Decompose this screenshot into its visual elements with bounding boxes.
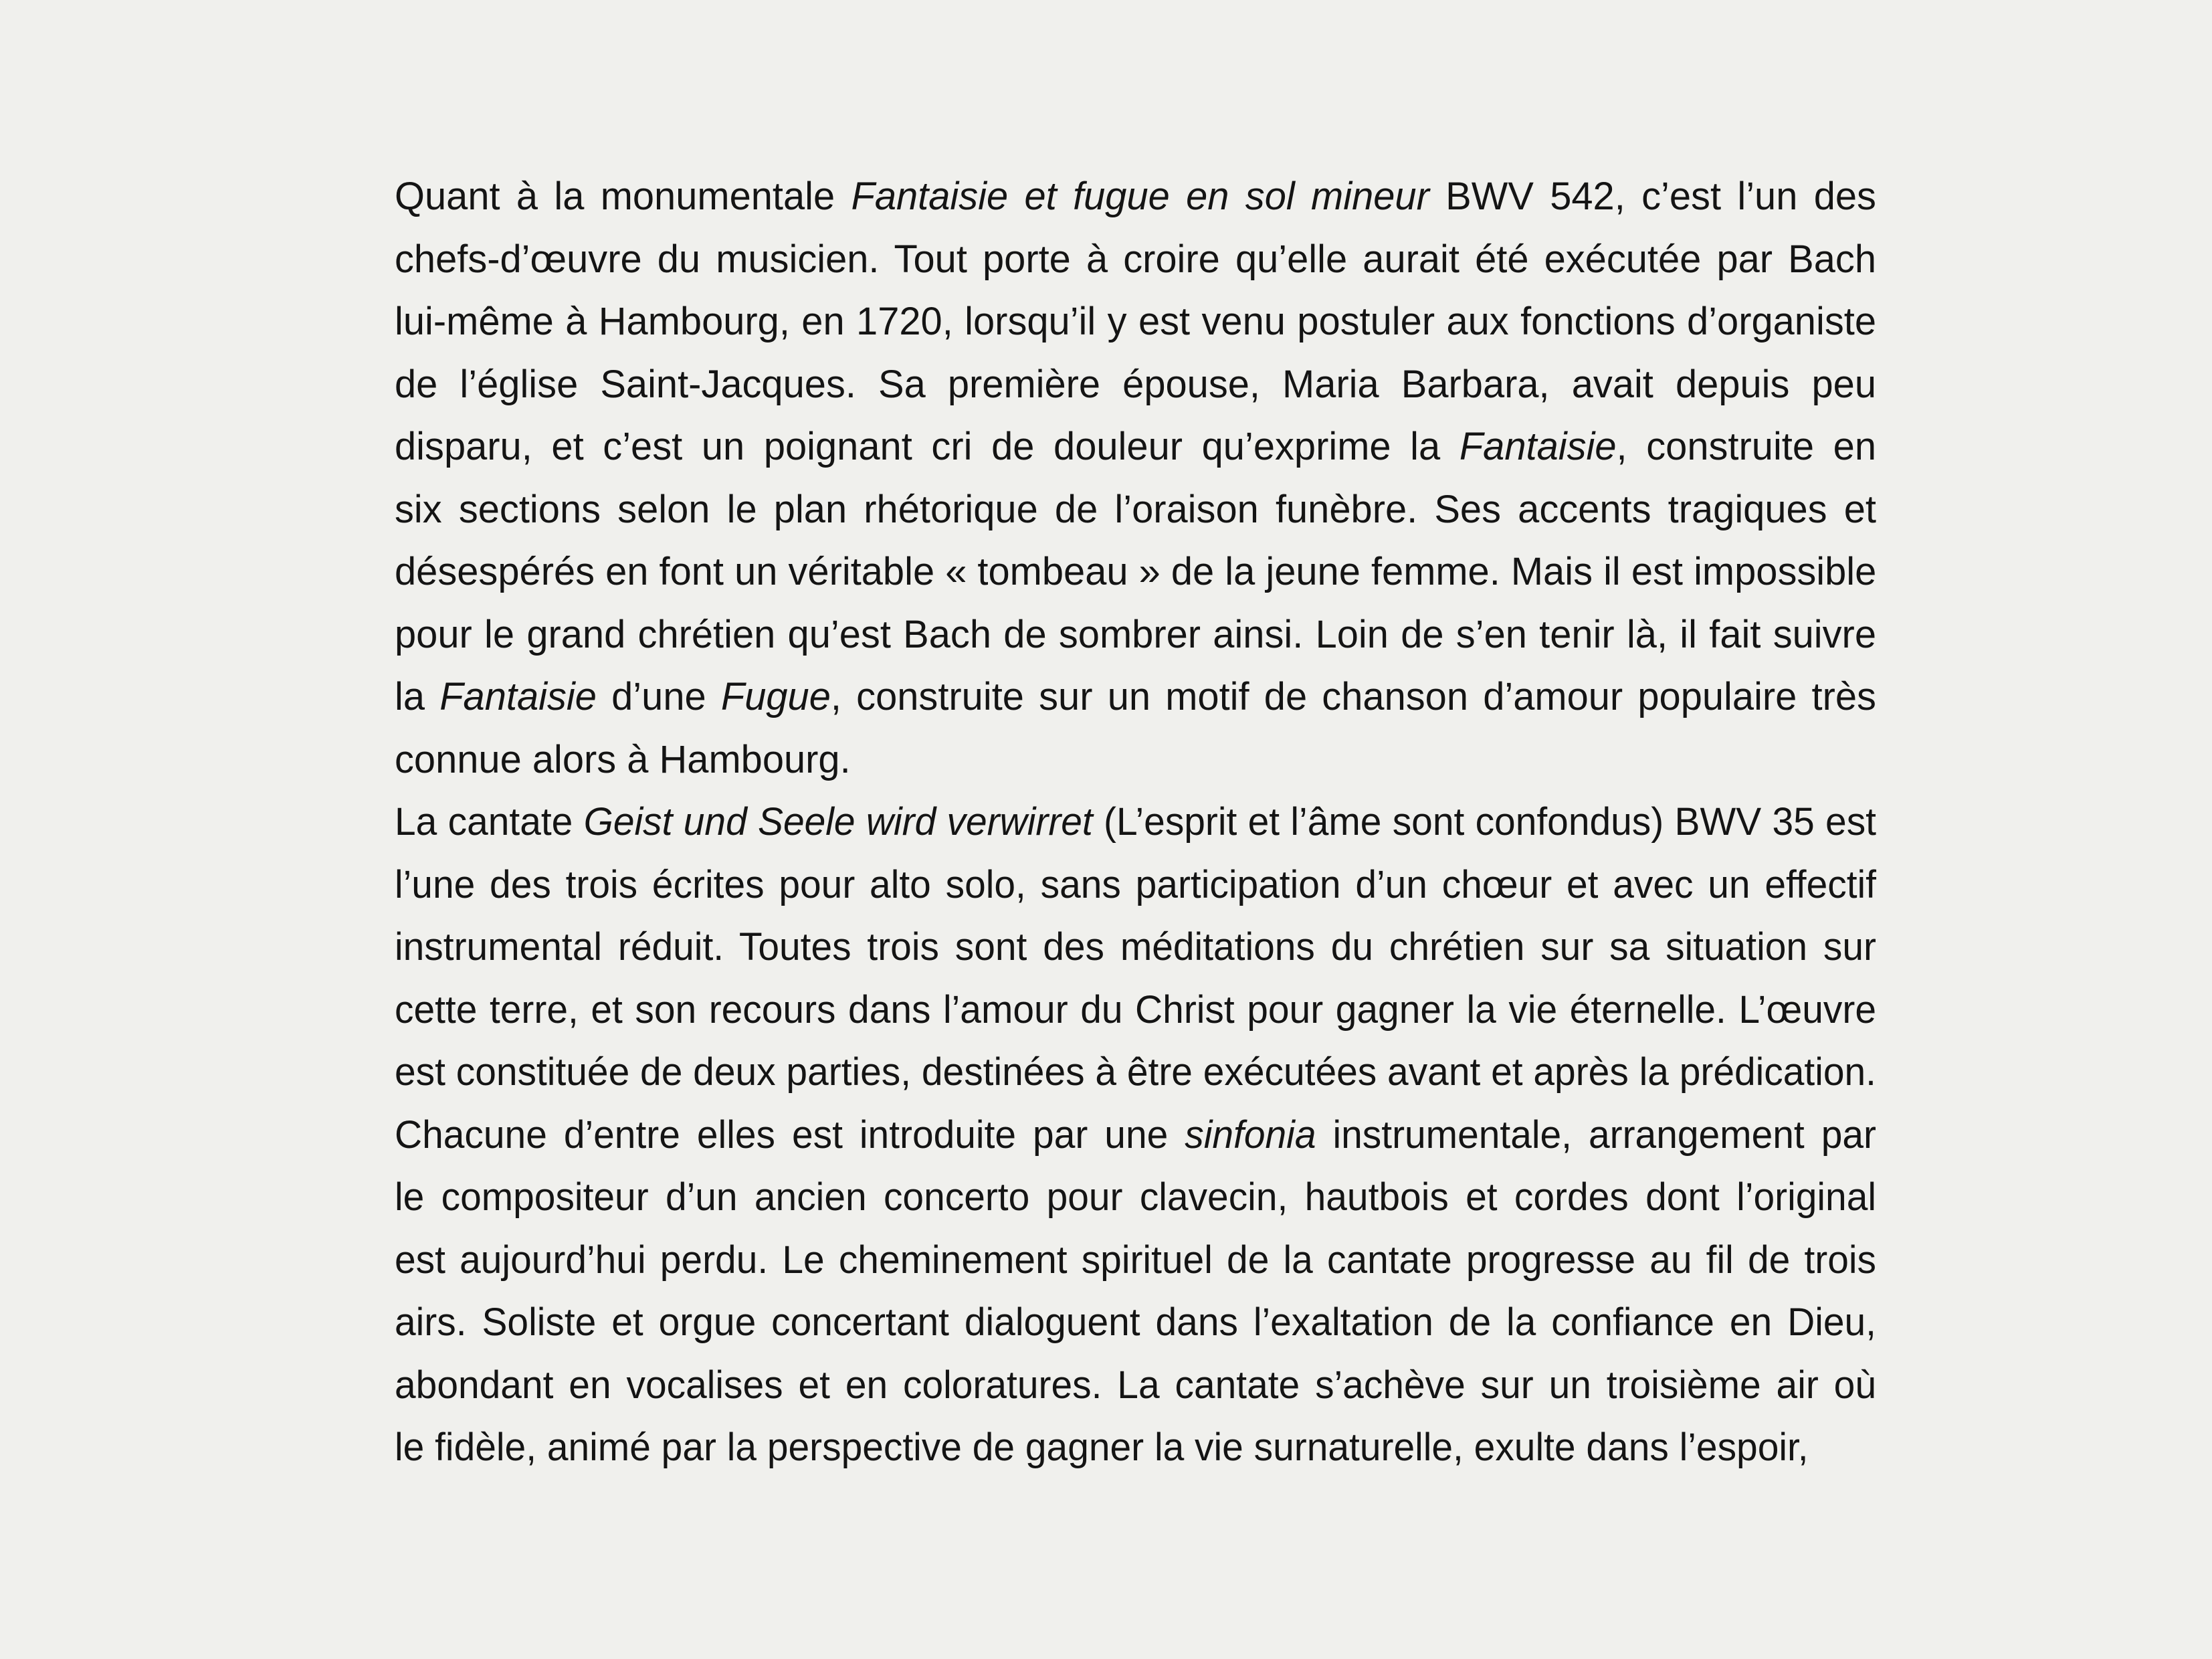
text-run: est aujourd’hui perdu. Le cheminement spirituel de la cantate progresse au fil de trois — [395, 1238, 1876, 1282]
italic-title: Geist und Seele wird verwirret — [583, 800, 1093, 844]
text-run: connue alors à Hambourg. — [395, 737, 851, 781]
text-line — [395, 1041, 1876, 1104]
text-line — [395, 916, 1876, 979]
text-line — [395, 1291, 1876, 1354]
text-run: disparu, et c’est un poignant cri de douleur qu’exprime la — [395, 425, 1460, 468]
text-line — [395, 666, 1876, 728]
text-line — [395, 228, 1876, 291]
text-run: , construite en — [1616, 425, 1877, 468]
text-line — [395, 415, 1876, 478]
text-run: Quant à la monumentale — [395, 175, 851, 218]
text-line — [395, 728, 1876, 791]
text-run: désespérés en font un véritable « tombeau » de la jeune femme. Mais il est impossible — [395, 550, 1877, 593]
text-run: La cantate — [395, 800, 584, 844]
text-run: d’une — [596, 675, 721, 718]
text-run: Chacune d’entre elles est introduite par une — [395, 1112, 1185, 1157]
italic-title: sinfonia — [1185, 1112, 1316, 1157]
document-page — [395, 165, 1876, 1479]
text-run: abondant en vocalises et en coloratures. La cantate s’achève sur un troisième air où — [395, 1363, 1876, 1407]
text-line — [395, 791, 1876, 854]
text-run: l’une des trois écrites pour alto solo, sans participation d’un chœur et avec un effectif — [395, 862, 1876, 906]
text-line — [395, 1166, 1876, 1229]
text-run: le fidèle, animé par la perspective de gagner la vie surnaturelle, exulte dans l’espoir, — [395, 1426, 1809, 1469]
text-run: airs. Soliste et orgue concertant dialoguent dans l’exaltation de la confiance en Dieu, — [395, 1300, 1876, 1344]
text-run: , construite sur un motif de chanson d’amour populaire très — [830, 675, 1876, 718]
text-run: instrumental réduit. Toutes trois sont des méditations du chrétien sur sa situation sur — [395, 925, 1876, 969]
italic-title: Fugue — [720, 675, 831, 718]
text-line — [395, 290, 1876, 353]
italic-title: Fantaisie et fugue en sol mineur — [851, 175, 1429, 218]
text-run: chefs-d’œuvre du musicien. Tout porte à croire qu’elle aurait été exécutée par Bach — [395, 237, 1876, 281]
text-line — [395, 353, 1876, 416]
text-run: le compositeur d’un ancien concerto pour clavecin, hautbois et cordes dont l’original — [395, 1175, 1876, 1219]
text-line — [395, 603, 1876, 666]
text-run: la — [395, 675, 440, 718]
paragraph-1 — [395, 165, 1876, 791]
text-run: BWV 542, c’est l’un des — [1429, 175, 1876, 218]
text-line — [395, 1354, 1876, 1417]
text-run: lui-même à Hambourg, en 1720, lorsqu’il y est venu postuler aux fonctions d’organiste — [395, 300, 1876, 343]
text-run: pour le grand chrétien qu’est Bach de sombrer ainsi. Loin de s’en tenir là, il fait suivre — [395, 612, 1876, 656]
text-line — [395, 1229, 1876, 1292]
text-run: six sections selon le plan rhétorique de l’oraison funèbre. Ses accents tragiques et — [395, 487, 1876, 531]
text-line — [395, 1104, 1876, 1167]
text-run: (L’esprit et l’âme sont confondus) BWV 35 est — [1092, 800, 1876, 844]
text-run: de l’église Saint-Jacques. Sa première épouse, Maria Barbara, avait depuis peu — [395, 362, 1876, 406]
italic-title: Fantaisie — [439, 675, 597, 718]
text-line — [395, 165, 1876, 228]
text-run: instrumentale, arrangement par — [1316, 1112, 1876, 1157]
text-line — [395, 1416, 1876, 1479]
italic-title: Fantaisie — [1459, 425, 1617, 468]
text-line — [395, 979, 1876, 1042]
text-run: est constituée de deux parties, destinées à être exécutées avant et après la prédication. — [395, 1050, 1876, 1094]
text-line — [395, 478, 1876, 541]
text-line — [395, 854, 1876, 916]
text-run: cette terre, et son recours dans l’amour du Christ pour gagner la vie éternelle. L’œuvre — [395, 987, 1876, 1032]
text-line — [395, 541, 1876, 603]
paragraph-2 — [395, 791, 1876, 1479]
article-body — [395, 165, 1876, 1479]
